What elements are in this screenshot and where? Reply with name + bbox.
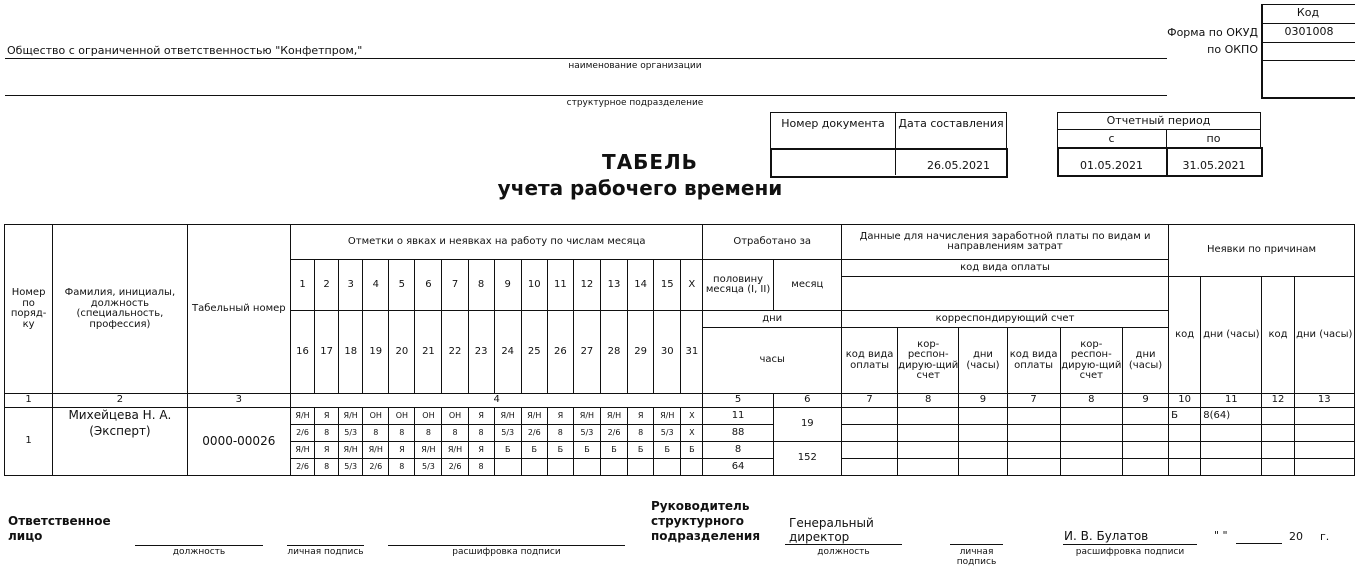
pay-code-blank (841, 277, 1168, 311)
mark-cell: ОН (363, 408, 389, 425)
col-salary-header: Данные для начисления заработной платы по видам и направлениям затрат (841, 225, 1168, 260)
document-title: ТАБЕЛЬ (602, 150, 698, 174)
date-quote: " " (1214, 529, 1228, 542)
mark-cell: Я (547, 408, 573, 425)
mark-cell: 8 (468, 459, 494, 476)
day-cell: 25 (521, 311, 547, 394)
head-position-caption: должность (817, 547, 870, 557)
mark-cell: Я (389, 442, 415, 459)
mark-cell: Б (600, 442, 627, 459)
corr-acc-header: корреспондирующий счет (841, 311, 1168, 328)
mark-cell: Я/Н (291, 442, 315, 459)
mark-cell: Я (315, 408, 339, 425)
col-number-header: Номер по поряд-ку (5, 225, 53, 394)
document-subtitle: учета рабочего времени (497, 176, 783, 200)
day-cell: 22 (442, 311, 468, 394)
day-cell: 26 (547, 311, 573, 394)
mark-cell: 8 (547, 425, 573, 442)
mark-cell: Я/Н (442, 442, 468, 459)
col-name-header: Фамилия, инициалы, должность (специальность, профессия) (53, 225, 187, 394)
mark-cell: Я (628, 408, 654, 425)
mark-cell: 8 (468, 425, 494, 442)
head-label: Руководитель структурного подразделения (651, 499, 761, 543)
col-num: 8 (1060, 394, 1122, 408)
doc-date-value: 26.05.2021 (927, 159, 990, 172)
day-cell: 15 (654, 260, 681, 311)
col-num: 12 (1262, 394, 1294, 408)
abs-code-header-2: код (1262, 277, 1294, 394)
employee-name: Михейцева Н. А. (Эксперт) (53, 408, 187, 476)
day-cell: 4 (363, 260, 389, 311)
month-hours: 152 (773, 442, 841, 476)
sub-corr-header: кор-респон-дирую-щий счет (898, 328, 959, 394)
hours-label: часы (703, 328, 842, 394)
sub-corr-header-2: кор-респон-дирую-щий счет (1060, 328, 1122, 394)
day-cell: 24 (494, 311, 521, 394)
mark-cell: Б (573, 442, 600, 459)
day-cell: 27 (573, 311, 600, 394)
sub-code-header-2: код вида оплаты (1007, 328, 1060, 394)
mark-cell: Б (521, 442, 547, 459)
mark-cell: ОН (415, 408, 442, 425)
day-cell: 31 (681, 311, 703, 394)
head-name: И. В. Булатов (1064, 529, 1149, 543)
mark-cell: 5/3 (654, 425, 681, 442)
mark-cell (547, 459, 573, 476)
mark-cell: Я/Н (339, 442, 363, 459)
half2-days: 8 (703, 442, 773, 459)
department-caption: структурное подразделение (566, 98, 704, 108)
okud-value: 0301008 (1284, 25, 1334, 38)
mark-cell: Б (628, 442, 654, 459)
mark-cell: 8 (442, 425, 468, 442)
okud-label: Форма по ОКУД (1167, 26, 1258, 39)
abs-days-header-2: дни (часы) (1294, 277, 1354, 394)
mark-cell: Я/Н (600, 408, 627, 425)
mark-cell: Я/Н (291, 408, 315, 425)
responsible-position-caption: должность (172, 547, 226, 557)
half1-hours: 88 (703, 425, 773, 442)
month-days: 19 (773, 408, 841, 442)
abs-days-header: дни (часы) (1201, 277, 1262, 394)
period-from-label: с (1108, 132, 1115, 145)
day-cell: 12 (573, 260, 600, 311)
day-cell: 9 (494, 260, 521, 311)
mark-cell (573, 459, 600, 476)
half2-hours: 64 (703, 459, 773, 476)
period-to-label: по (1206, 132, 1221, 145)
mark-cell: 2/6 (442, 459, 468, 476)
responsible-signature-caption: личная подпись (287, 547, 364, 557)
day-cell: 10 (521, 260, 547, 311)
responsible-label: Ответственное лицо (8, 514, 111, 543)
col-num: 5 (703, 394, 773, 408)
mark-cell: 8 (315, 459, 339, 476)
col-num: 11 (1201, 394, 1262, 408)
col-num: 6 (773, 394, 841, 408)
mark-cell: Б (654, 442, 681, 459)
timesheet-table (4, 224, 1355, 476)
mark-cell: Х (681, 408, 703, 425)
day-cell: 19 (363, 311, 389, 394)
col-half-header: половину месяца (I, II) (703, 260, 773, 311)
mark-cell: 8 (315, 425, 339, 442)
mark-cell: 8 (363, 425, 389, 442)
day-cell: 2 (315, 260, 339, 311)
days-label: дни (703, 311, 842, 328)
date-year: 20 (1289, 530, 1303, 543)
mark-cell: Я/Н (363, 442, 389, 459)
mark-cell: 8 (389, 459, 415, 476)
employee-number: 1 (5, 408, 53, 476)
mark-cell: 2/6 (600, 425, 627, 442)
day-cell: 30 (654, 311, 681, 394)
day-cell: 29 (628, 311, 654, 394)
day-cell: 6 (415, 260, 442, 311)
day-cell: 18 (339, 311, 363, 394)
mark-cell: Я/Н (415, 442, 442, 459)
mark-cell: Я/Н (339, 408, 363, 425)
head-position: Генеральный директор (789, 516, 874, 545)
day-cell: 13 (600, 260, 627, 311)
doc-date-label: Дата составления (898, 117, 1004, 130)
table-row (5, 408, 1355, 425)
mark-cell: Я/Н (573, 408, 600, 425)
mark-cell: 2/6 (521, 425, 547, 442)
mark-cell (521, 459, 547, 476)
organization-caption: наименование организации (568, 61, 702, 71)
half1-days: 11 (703, 408, 773, 425)
col-num: 7 (1007, 394, 1060, 408)
day-cell: 7 (442, 260, 468, 311)
date-year-suffix: г. (1320, 530, 1330, 543)
mark-cell: 5/3 (415, 459, 442, 476)
mark-cell: 5/3 (573, 425, 600, 442)
day-cell: 1 (291, 260, 315, 311)
mark-cell: Х (681, 425, 703, 442)
employee-tab: 0000-00026 (187, 408, 290, 476)
mark-cell: 2/6 (363, 459, 389, 476)
head-decode-caption: расшифровка подписи (1075, 547, 1185, 557)
mark-cell: Я/Н (494, 408, 521, 425)
sub-days-header-2: дни (часы) (1122, 328, 1168, 394)
day-cell: 21 (415, 311, 442, 394)
col-tab-header: Табельный номер (187, 225, 290, 394)
period-label: Отчетный период (1106, 114, 1211, 127)
mark-cell: Б (547, 442, 573, 459)
mark-cell (654, 459, 681, 476)
period-to-value: 31.05.2021 (1182, 159, 1246, 172)
col-num: 3 (187, 394, 290, 408)
day-cell: 16 (291, 311, 315, 394)
head-signature-caption: личная подпись (956, 547, 997, 567)
abs-code-header: код (1169, 277, 1201, 394)
col-num: 10 (1169, 394, 1201, 408)
mark-cell: ОН (389, 408, 415, 425)
col-num: 1 (5, 394, 53, 408)
col-num: 2 (53, 394, 187, 408)
col-num: 13 (1294, 394, 1354, 408)
abs-code-value: Б (1169, 408, 1201, 425)
mark-cell: Я/Н (521, 408, 547, 425)
day-cell: 23 (468, 311, 494, 394)
okpo-label: по ОКПО (1207, 43, 1258, 56)
mark-cell: 5/3 (339, 459, 363, 476)
code-label: Код (1296, 6, 1320, 19)
mark-cell: 2/6 (291, 459, 315, 476)
responsible-decode-caption: расшифровка подписи (452, 547, 561, 557)
day-cell: 20 (389, 311, 415, 394)
sub-days-header: дни (часы) (959, 328, 1007, 394)
mark-cell: ОН (442, 408, 468, 425)
mark-cell: Я/Н (654, 408, 681, 425)
sub-code-header: код вида оплаты (841, 328, 897, 394)
mark-cell: 8 (389, 425, 415, 442)
doc-number-label: Номер документа (781, 117, 885, 130)
day-cell: 17 (315, 311, 339, 394)
period-from-value: 01.05.2021 (1080, 159, 1143, 172)
code-box (1261, 4, 1355, 99)
mark-cell: Я (468, 408, 494, 425)
day-cell: 5 (389, 260, 415, 311)
day-cell: 8 (468, 260, 494, 311)
pay-code-header: код вида оплаты (841, 260, 1168, 277)
day-cell: Х (681, 260, 703, 311)
mark-cell (494, 459, 521, 476)
mark-cell: 5/3 (339, 425, 363, 442)
col-num: 7 (841, 394, 897, 408)
day-cell: 14 (628, 260, 654, 311)
mark-cell (600, 459, 627, 476)
col-num: 9 (959, 394, 1007, 408)
col-marks-header: Отметки о явках и неявках на работу по числам месяца (291, 225, 703, 260)
day-cell: 28 (600, 311, 627, 394)
mark-cell: Б (681, 442, 703, 459)
col-worked-header: Отработано за (703, 225, 842, 260)
mark-cell: Б (494, 442, 521, 459)
organization-name: Общество с ограниченной ответственностью "Конфетпром," (7, 44, 363, 57)
mark-cell (681, 459, 703, 476)
col-absence-header: Неявки по причинам (1169, 225, 1355, 277)
mark-cell: Я (468, 442, 494, 459)
mark-cell: 5/3 (494, 425, 521, 442)
abs-days-value: 8(64) (1201, 408, 1262, 425)
col-num: 8 (898, 394, 959, 408)
col-num: 9 (1122, 394, 1168, 408)
mark-cell: 8 (628, 425, 654, 442)
mark-cell: 2/6 (291, 425, 315, 442)
mark-cell (628, 459, 654, 476)
col-num: 4 (291, 394, 703, 408)
col-month-header: месяц (773, 260, 841, 311)
mark-cell: Я (315, 442, 339, 459)
mark-cell: 8 (415, 425, 442, 442)
day-cell: 3 (339, 260, 363, 311)
day-cell: 11 (547, 260, 573, 311)
